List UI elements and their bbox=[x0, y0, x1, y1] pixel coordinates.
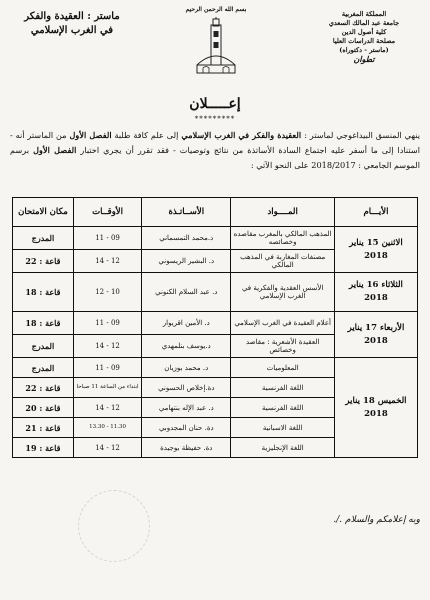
header-line: المملكة المغربية bbox=[341, 10, 387, 18]
professor-cell: د. البشير الريسوني bbox=[142, 250, 231, 273]
col-header-days: الأيـــام bbox=[334, 198, 417, 227]
intro-text: برسم الموسم الجامعي : 2018/2017 على النحو الآتي : bbox=[10, 145, 420, 170]
table-row bbox=[13, 227, 418, 250]
day-cell: الأربعاء 17 يناير 2018 bbox=[334, 312, 417, 358]
room-cell: قاعة : 20 bbox=[13, 398, 74, 418]
col-header-subjects: المــــواد bbox=[231, 198, 335, 227]
professor-cell: د.يوسف بنلمهدي bbox=[142, 335, 231, 358]
room-cell: قاعة : 19 bbox=[13, 438, 74, 458]
intro-text: ينهي المنسق البيداغوجي لماستر : bbox=[304, 130, 420, 140]
table-row bbox=[13, 358, 418, 378]
table-header-row bbox=[13, 198, 418, 227]
subject-cell: المذهب المالكي بالمغرب مقاصده وخصائصه bbox=[231, 227, 335, 250]
institution-header bbox=[308, 10, 420, 64]
time-cell: 11.30 - 13.30 bbox=[73, 418, 141, 438]
professor-cell: دة. حنان المجدوبي bbox=[142, 418, 231, 438]
professor-cell: د. محمد بوزيان bbox=[142, 358, 231, 378]
room-cell: المدرج bbox=[13, 227, 74, 250]
col-header-professors: الأســاتـذة bbox=[142, 198, 231, 227]
master-program-header bbox=[8, 10, 136, 37]
subject-cell: اللغة الفرنسية bbox=[231, 378, 335, 398]
table-row bbox=[13, 273, 418, 312]
professor-cell: د. الأمين اقريوار bbox=[142, 312, 231, 335]
header-line: كلية أصول الدين bbox=[341, 28, 387, 36]
program-name-line2: في الغرب الإسلامي bbox=[30, 25, 114, 36]
day-cell: الاثنين 15 يناير 2018 bbox=[334, 227, 417, 273]
room-cell: قاعة : 18 bbox=[13, 273, 74, 312]
professor-cell: د. عبد الإله بنتهامي bbox=[142, 398, 231, 418]
time-cell: 09 - 11 bbox=[73, 358, 141, 378]
subject-cell: اللغة الاسبانية bbox=[231, 418, 335, 438]
room-cell: قاعة : 22 bbox=[13, 378, 74, 398]
header-line: مصلحة الدراسات العليا bbox=[332, 37, 396, 45]
time-cell: 12 - 14 bbox=[73, 335, 141, 358]
room-cell: قاعة : 22 bbox=[13, 250, 74, 273]
day-cell: الخميس 18 يناير 2018 bbox=[334, 358, 417, 458]
subject-cell: مصنفات المغاربة في المذهب المالكي bbox=[231, 250, 335, 273]
faded-stamp bbox=[78, 490, 150, 562]
basmala-header bbox=[170, 6, 262, 79]
subject-cell: اللغة الإنجليزية bbox=[231, 438, 335, 458]
mosque-minaret-emblem-icon bbox=[193, 17, 239, 77]
room-cell: قاعة : 21 bbox=[13, 418, 74, 438]
room-cell: المدرج bbox=[13, 358, 74, 378]
professor-cell: د.محمد التمسماني bbox=[142, 227, 231, 250]
subject-cell: الأسس العقدية والفكرية في الغرب الإسلامي bbox=[231, 273, 335, 312]
subject-cell: اللغة الفرنسية bbox=[231, 398, 335, 418]
basmala: بسم الله الرحمن الرحيم bbox=[185, 6, 247, 13]
intro-paragraph bbox=[10, 128, 420, 173]
col-header-room: مكان الامتحان bbox=[13, 198, 74, 227]
intro-text: من الماستر أنه - استنادا إلى ما أسفر عليه اجتماع السادة الأساتذة من نتائج وتوصيات - فقد تقرر أن يجري اختبار bbox=[10, 130, 420, 155]
semester-bold: الفصل الأول bbox=[33, 145, 77, 155]
subject-cell: أعلام العقيدة في الغرب الإسلامي bbox=[231, 312, 335, 335]
exam-schedule-table bbox=[12, 197, 418, 458]
program-name-line1: ماستر : العقيدة والفكر bbox=[24, 11, 120, 22]
time-cell: ابتداء من الساعة 11 صباحا bbox=[73, 378, 141, 398]
time-cell: 09 - 11 bbox=[73, 312, 141, 335]
professor-cell: دة. حفيظة بوجيدة bbox=[142, 438, 231, 458]
day-cell: الثلاثاء 16 يناير 2018 bbox=[334, 273, 417, 312]
professor-cell: دة.إخلاص الحسوني bbox=[142, 378, 231, 398]
table-row bbox=[13, 312, 418, 335]
time-cell: 12 - 14 bbox=[73, 250, 141, 273]
col-header-times: الأوقــات bbox=[73, 198, 141, 227]
closing-line: وبه إعلامكم والسلام ./. bbox=[333, 515, 420, 525]
room-cell: قاعة : 18 bbox=[13, 312, 74, 335]
header-line: جامعة عبد المالك السعدي bbox=[328, 19, 400, 27]
title-divider: ********* bbox=[194, 115, 236, 123]
semester-bold: الفصل الأول bbox=[69, 130, 112, 140]
page-title: إعـــــلان bbox=[189, 96, 241, 112]
time-cell: 12 - 14 bbox=[73, 438, 141, 458]
header-city: تطوان bbox=[353, 54, 375, 64]
program-name-bold: العقيدة والفكر في الغرب الإسلامي bbox=[178, 130, 305, 140]
room-cell: المدرج bbox=[13, 335, 74, 358]
time-cell: 10 - 12 bbox=[73, 273, 141, 312]
intro-text: إلى علم كافة طلبة bbox=[111, 130, 179, 140]
time-cell: 12 - 14 bbox=[73, 398, 141, 418]
professor-cell: د. عبد السلام الكنوني bbox=[142, 273, 231, 312]
header-line: (ماستر - دكتوراه) bbox=[339, 46, 389, 54]
subject-cell: العقيدة الأشعرية : مقاصد وخصائص bbox=[231, 335, 335, 358]
time-cell: 09 - 11 bbox=[73, 227, 141, 250]
subject-cell: المعلوميات bbox=[231, 358, 335, 378]
